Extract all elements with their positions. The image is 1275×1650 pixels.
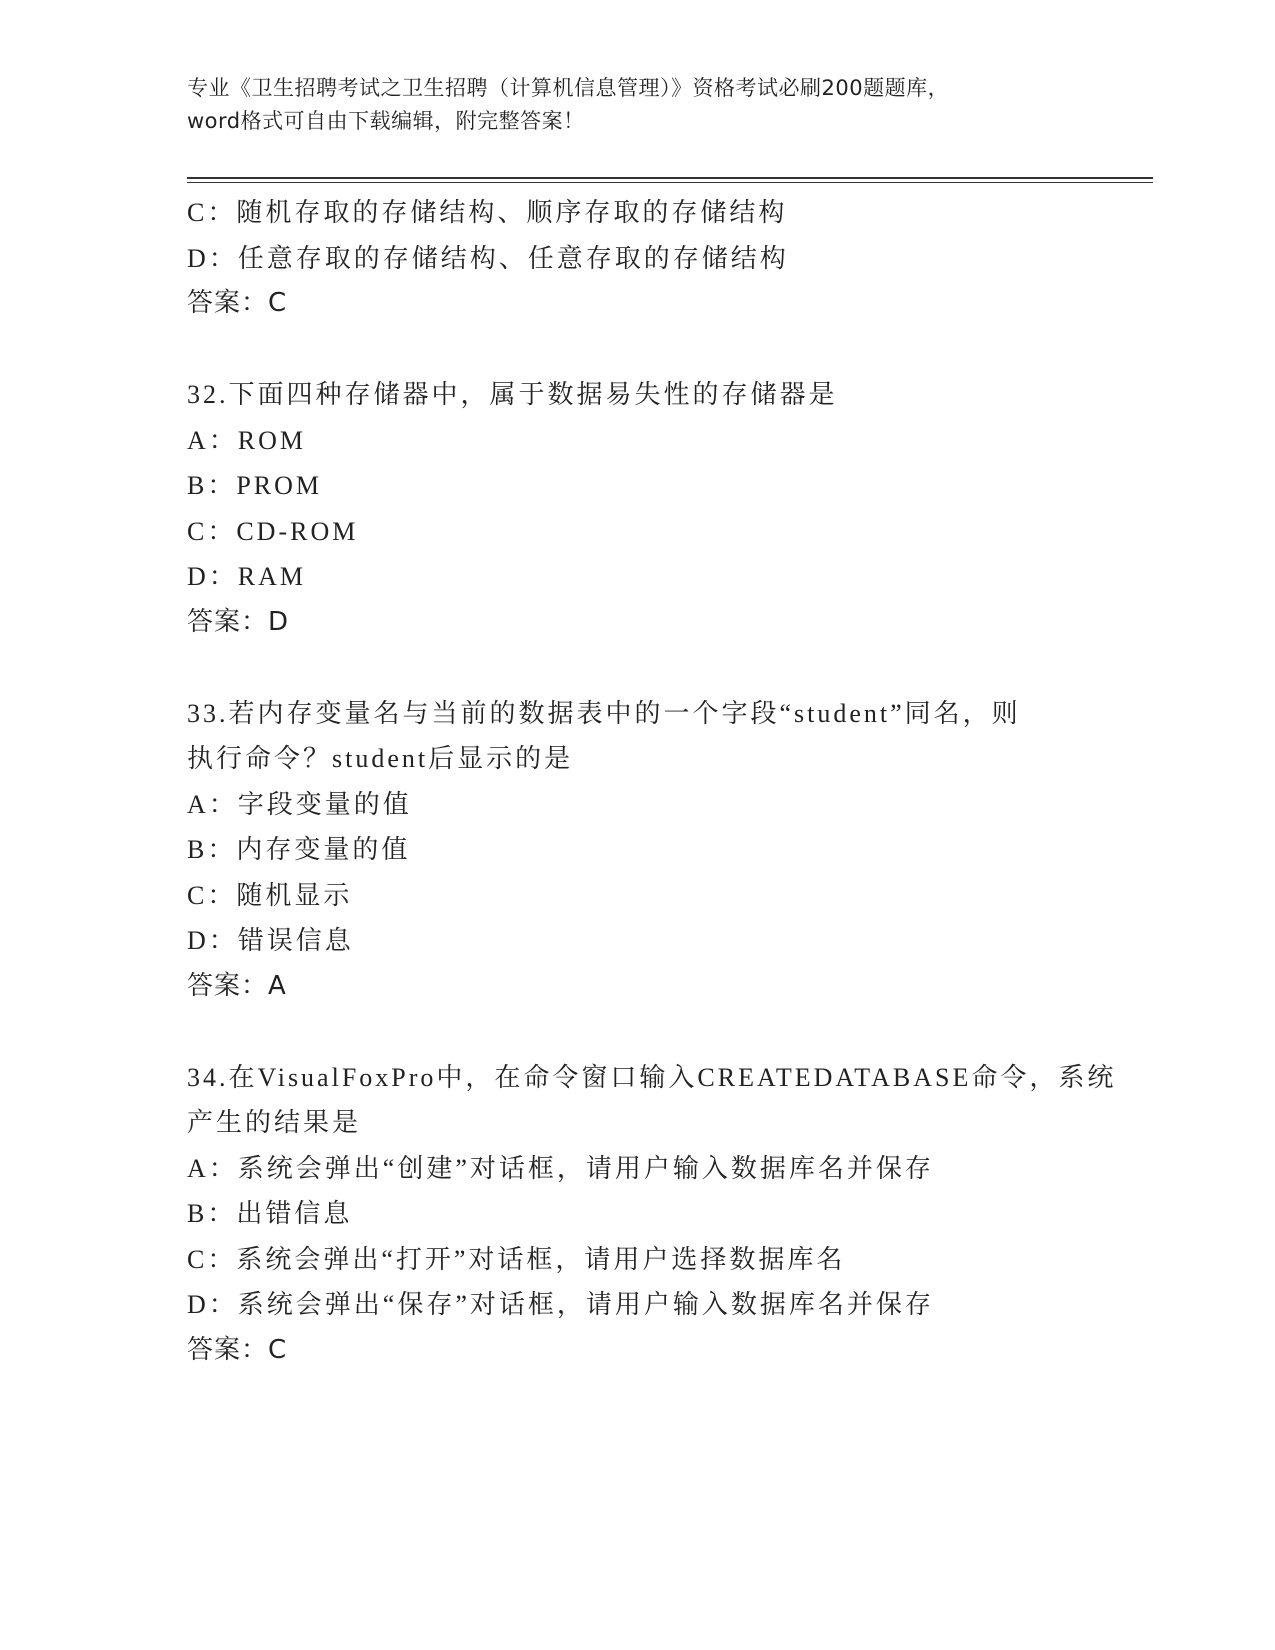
question-stem: 33.若内存变量名与当前的数据表中的一个字段“student”同名，则 — [187, 698, 1021, 728]
option-b: B：内存变量的值 — [187, 835, 411, 864]
spacer — [187, 645, 1107, 691]
spacer — [187, 327, 1107, 373]
option-d: D：RAM — [187, 562, 307, 591]
question-31-continued — [187, 190, 1107, 327]
header-subtitle-line: word格式可自由下载编辑，附完整答案！ — [187, 109, 585, 133]
option-d: D：系统会弹出“保存”对话框，请用户输入数据库名并保存 — [187, 1290, 934, 1319]
question-stem: 34.在VisualFoxPro中，在命令窗口输入CREATEDATABASE命令，系统 — [187, 1062, 1117, 1092]
header-title-line: 专业《卫生招聘考试之卫生招聘（计算机信息管理）》资格考试必刷200题题库， — [187, 76, 950, 100]
option-a: A：ROM — [187, 425, 307, 455]
option-d: D：错误信息 — [187, 926, 354, 955]
question-32 — [187, 372, 1107, 645]
option-c: C：随机显示 — [187, 880, 353, 910]
answer-line: 答案：C — [187, 1334, 288, 1365]
question-34 — [187, 1055, 1117, 1374]
option-a: A：系统会弹出“创建”对话框，请用户输入数据库名并保存 — [187, 1153, 934, 1183]
option-b: B：出错信息 — [187, 1199, 353, 1228]
option-d: D：任意存取的存储结构、任意存取的存储结构 — [187, 243, 789, 273]
document-header — [187, 72, 1087, 138]
answer-line: 答案：A — [187, 970, 287, 1001]
option-c: C：随机存取的存储结构、顺序存取的存储结构 — [187, 198, 788, 227]
option-a: A：字段变量的值 — [187, 789, 412, 819]
question-stem-continued: 执行命令？student后显示的是 — [187, 744, 574, 773]
option-c: C：CD-ROM — [187, 516, 359, 546]
spacer — [187, 1009, 1107, 1055]
question-stem: 32.下面四种存储器中，属于数据易失性的存储器是 — [187, 380, 838, 409]
option-c: C：系统会弹出“打开”对话框，请用户选择数据库名 — [187, 1244, 846, 1274]
question-list — [187, 190, 1117, 1373]
question-stem-continued: 产生的结果是 — [187, 1108, 362, 1137]
header-divider-thin — [187, 182, 1153, 183]
question-33 — [187, 691, 1107, 1010]
answer-line: 答案：D — [187, 606, 290, 637]
answer-line: 答案：C — [187, 288, 288, 318]
header-divider — [187, 177, 1153, 179]
option-b: B：PROM — [187, 471, 323, 500]
